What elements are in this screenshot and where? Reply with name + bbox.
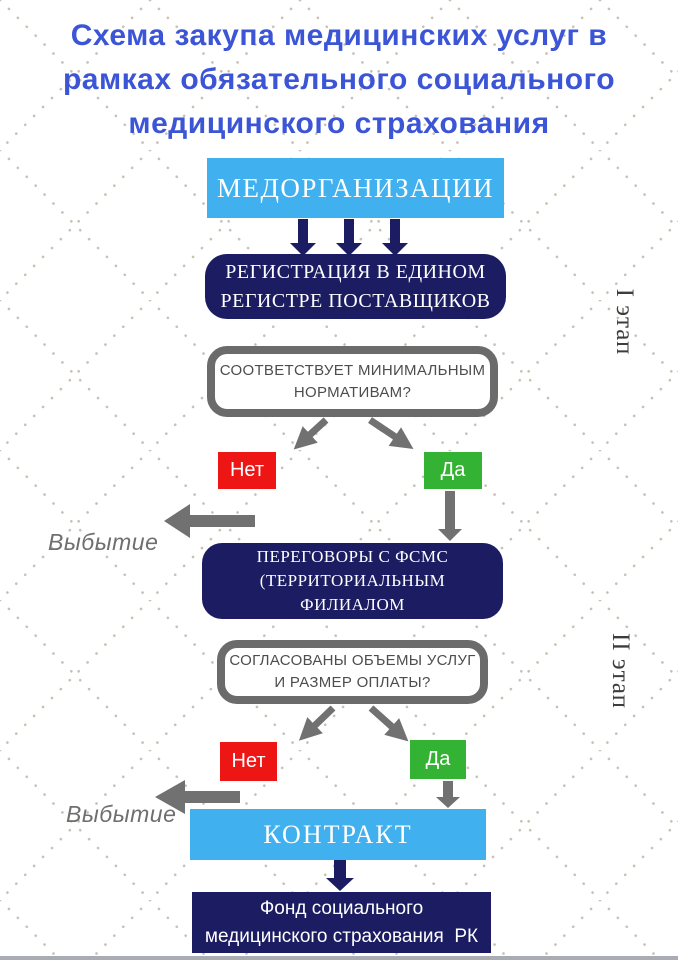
arrow-medorg-3 [382,219,408,256]
decision-minimum-standards [207,346,498,417]
page-title [0,14,678,146]
node-registration [205,254,506,319]
node-fund [192,892,491,953]
arrow-exit-1 [164,504,255,538]
decision-volumes-payment [217,640,488,704]
title-line-2: рамках обязательного социального [62,63,616,96]
bottom-divider [0,956,678,960]
question2-line-1: СОГЛАСОВАНЫ ОБЪЕМЫ УСЛУГ [229,652,476,669]
question1-line-1: СООТВЕТСТВУЕТ МИНИМАЛЬНЫМ [219,361,486,379]
stage-1-label: I этап [611,288,638,356]
question2-line-2: И РАЗМЕР ОПЛАТЫ? [274,674,431,691]
fund-line-1: Фонд социального [259,897,424,919]
arrow-q2-to-no [308,708,333,732]
negotiations-line-3: ФИЛИАЛОМ [300,595,405,614]
contract-label: КОНТРАКТ [263,819,413,849]
medorg-label: МЕДОРГАНИЗАЦИИ [216,172,495,203]
stage-2-label: II этап [607,632,634,709]
fund-line-2: медицинского страхования РК [204,925,479,947]
no-badge-1: Нет [218,452,276,489]
node-negotiations [202,543,503,619]
exit-label-2: Выбытие [66,801,177,827]
exit-label-1: Выбытие [48,529,159,555]
arrow-q2-to-yes [371,708,399,733]
registration-line-1: РЕГИСТРАЦИЯ В ЕДИНОМ [225,260,486,283]
arrow-contract-to-fund [326,860,354,891]
negotiations-line-2: (ТЕРРИТОРИАЛЬНЫМ [259,571,446,590]
arrow-medorg-2 [336,219,362,256]
arrow-yes2-down [436,781,460,808]
yes-badge-2: Да [410,740,466,779]
arrow-medorg-1 [290,219,316,256]
question1-line-2: НОРМАТИВАМ? [293,383,412,401]
title-line-3: медицинского страхования [128,107,550,140]
node-contract [190,809,486,860]
arrow-yes1-down [438,491,462,541]
node-medorganizations [207,158,504,218]
arrow-q1-to-no [303,420,326,441]
negotiations-line-1: ПЕРЕГОВОРЫ С ФСМС [256,547,449,566]
yes-badge-1: Да [424,452,482,489]
title-line-1: Схема закупа медицинских услуг в [70,19,608,52]
registration-line-2: РЕГИСТРЕ ПОСТАВЩИКОВ [220,289,491,312]
arrow-q1-to-yes [370,420,403,442]
no-badge-2: Нет [220,742,277,781]
